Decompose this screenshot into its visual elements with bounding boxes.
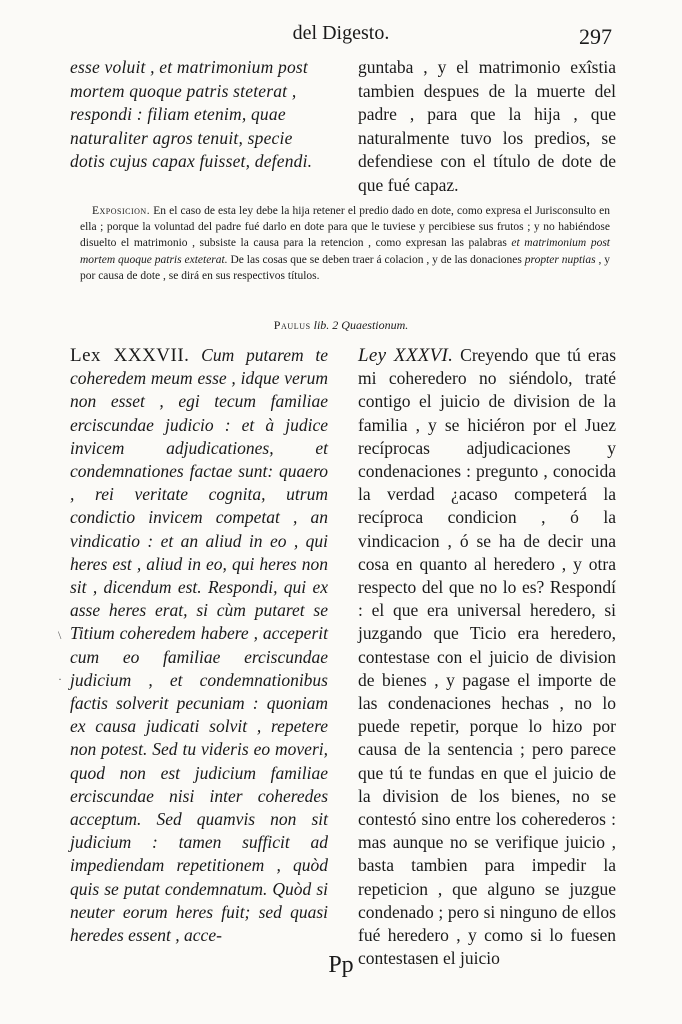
running-head: [0, 22, 682, 52]
lex-heading: Lex XXXVII.: [70, 345, 190, 366]
margin-mark: ·: [58, 672, 62, 686]
exposition-text-1: En el caso de esta ley debe la hija retener el predio dado en dote, como expresa el Jurisconsulto en ella ; porque la voluntad del padre fué darlo en dote para que le tuviese y percibiese sus frutos ; y no habiéndose disuelto el matrimonio , subsiste la causa para la retencion , como expresan las palabras: [80, 205, 610, 250]
latin-text-main: Cum putarem te coheredem meum esse , idque verum non esset , egi tecum familiae erciscundae judicio : et à judice invicem adjudicationes, et condemnationes factae sunt: quaero , rei veritate cognita, utrum condictio invicem competat , an vindicatio : et an aliud in eo , qui heres est , aliud in eo, qui heres non sit , dicendum est. Respondi, qui ex asse heres erat, si cùm putaret se Titium coheredem habere , acceperit cum eo familiae erciscundae judicium , et condemnationibus factis solverit pecuniam : quoniam ex causa judicati solvit , repetere non potest. Sed tu videris eo moveri, quod non est judicium familiae erciscundae nisi inter coheredes acceptum. Sed quamvis non sit judicium : tamen sufficit ad impediendam repetitionem , quòd quis se putat condemnatum. Quòd si neuter eorum heres fuit; sed quasi heredes essent , acce-: [70, 345, 329, 946]
exposition-italic-1: et matrimonium post mortem quoque patris exteterat.: [80, 237, 610, 266]
latin-column-main: [70, 344, 328, 970]
exposition-text-2: De las cosas que se deben traer á colacion , y de las donaciones: [230, 253, 522, 266]
spanish-column-top: [358, 56, 616, 198]
ley-heading: Ley XXXVI.: [358, 345, 454, 366]
signature-mark: Pp: [328, 952, 354, 978]
page-number: 297: [579, 24, 612, 49]
latin-paragraph-main: [70, 344, 328, 947]
latin-text-top: esse voluit , et matrimonium post mortem quoque patris steterat , respondi : filiam etenim, quae naturaliter agros tenuit, specie dotis cujus capax fuisset, defendi.: [70, 57, 313, 172]
spanish-text-top: guntaba , y el matrimonio exîstia tambien despues de la muerte del padre , para que la hija , que naturalmente tuvo los predios, se defendiese con el título de dote de que fué capaz.: [358, 57, 616, 195]
top-section: [70, 56, 616, 198]
margin-mark: \: [58, 628, 62, 642]
attribution: [0, 318, 682, 333]
spanish-paragraph-main: [358, 344, 616, 970]
exposition-paragraph: [80, 203, 610, 284]
exposition-label: Exposicion.: [92, 205, 151, 217]
main-section: [70, 344, 616, 970]
spanish-text-main: Creyendo que tú eras mi coheredero no siéndolo, traté contigo el juicio de division de la familia , y se hiciéron por el Juez recíprocas adjudicaciones y condenaciones : pregunto , conocida la verdad ¿acaso competerá la recíproca condicion , ó la vindicacion , ó se ha de decir una cosa en quanto al heredero , y otra respecto del que no lo es? Respondí : el que era universal heredero, si juzgando que Ticio era heredero, contestase con el juicio de division de bienes , y pagase el importe de las condenaciones hechas , no lo puede repetir, porque lo hizo por causa de la sentencia ; pero parece que tú te fundas en que el juicio de la division de los bienes, no se contestó sino entre los coherederos : mas aunque no se verifique juicio , basta tambien para impedir la repeticion , que alguno se juzgue condenado ; pero si ninguno de ellos fué heredero , y como si lo fuesen contestasen el juicio: [358, 345, 616, 969]
exposition-italic-2: propter nuptias: [524, 253, 596, 266]
latin-column-top: [70, 56, 328, 198]
running-title: del Digesto.: [292, 22, 390, 44]
exposition-text-3: , y por causa de dote , se dirá en sus respectivos títulos.: [80, 253, 611, 282]
attribution-work: lib. 2 Quaestionum.: [313, 318, 409, 332]
attribution-author: Paulus: [273, 318, 311, 332]
spanish-column-main: [358, 344, 616, 970]
